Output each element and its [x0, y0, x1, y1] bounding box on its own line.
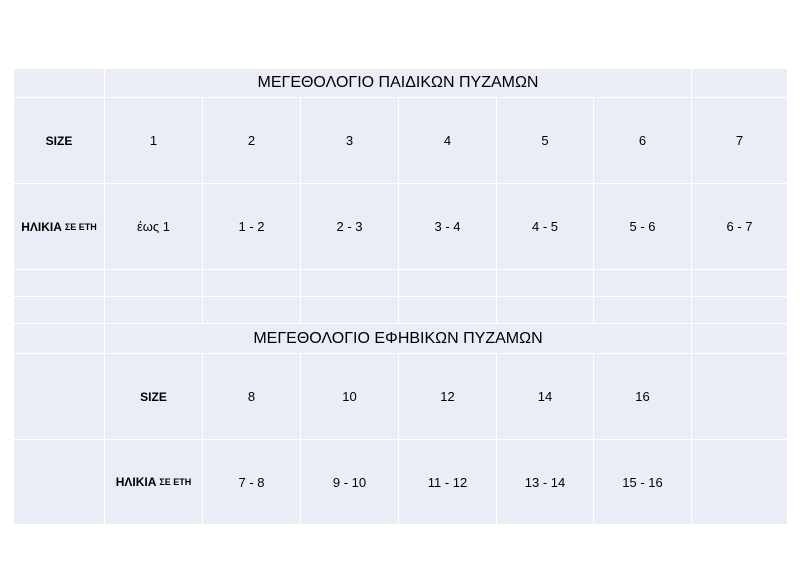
- empty-cell: [14, 270, 105, 297]
- empty-cell: [14, 324, 105, 354]
- children-size-cell: 3: [301, 98, 399, 184]
- teens-size-cell: 14: [497, 354, 594, 440]
- teens-age-cell: 9 - 10: [301, 440, 399, 525]
- empty-cell: [14, 354, 105, 440]
- empty-cell: [399, 297, 497, 324]
- children-chart-title: ΜΕΓΕΘΟΛΟΓΙΟ ΠΑΙΔΙΚΩΝ ΠΥΖΑΜΩΝ: [105, 69, 692, 98]
- empty-cell: [203, 270, 301, 297]
- empty-cell: [105, 297, 203, 324]
- teens-age-cell: 15 - 16: [594, 440, 692, 525]
- empty-cell: [301, 270, 399, 297]
- children-size-label: SIZE: [14, 98, 105, 184]
- empty-cell: [594, 270, 692, 297]
- teens-size-cell: 16: [594, 354, 692, 440]
- empty-cell: [399, 270, 497, 297]
- children-age-label: [14, 184, 105, 270]
- children-size-cell: 1: [105, 98, 203, 184]
- children-size-cell: 7: [692, 98, 788, 184]
- empty-cell: [105, 270, 203, 297]
- empty-cell: [692, 270, 788, 297]
- teens-chart-title: ΜΕΓΕΘΟΛΟΓΙΟ ΕΦΗΒΙΚΩΝ ΠΥΖΑΜΩΝ: [105, 324, 692, 354]
- empty-cell: [692, 324, 788, 354]
- age-label-unit: ΣΕ ΕΤΗ: [64, 221, 97, 232]
- teens-size-cell: 10: [301, 354, 399, 440]
- children-age-cell: 1 - 2: [203, 184, 301, 270]
- teens-age-cell: 11 - 12: [399, 440, 497, 525]
- empty-cell: [301, 297, 399, 324]
- empty-cell: [497, 297, 594, 324]
- size-chart-table: [14, 69, 788, 525]
- teens-age-cell: 13 - 14: [497, 440, 594, 525]
- teens-age-label: [105, 440, 203, 525]
- teens-age-cell: 7 - 8: [203, 440, 301, 525]
- empty-cell: [594, 297, 692, 324]
- empty-cell: [14, 440, 105, 525]
- age-label-main: ΗΛΙΚΙΑ: [115, 475, 157, 489]
- teens-size-label: SIZE: [105, 354, 203, 440]
- age-label-main: ΗΛΙΚΙΑ: [21, 219, 62, 234]
- empty-cell: [692, 354, 788, 440]
- children-size-cell: 2: [203, 98, 301, 184]
- empty-cell: [497, 270, 594, 297]
- children-age-cell: 6 - 7: [692, 184, 788, 270]
- children-age-cell: 4 - 5: [497, 184, 594, 270]
- empty-cell: [692, 440, 788, 525]
- children-size-cell: 5: [497, 98, 594, 184]
- empty-cell: [203, 297, 301, 324]
- children-age-cell: 2 - 3: [301, 184, 399, 270]
- children-age-cell: έως 1: [105, 184, 203, 270]
- empty-cell: [692, 69, 788, 98]
- empty-cell: [14, 297, 105, 324]
- teens-size-cell: 12: [399, 354, 497, 440]
- age-label-unit: ΣΕ ΕΤΗ: [159, 477, 192, 487]
- children-age-cell: 5 - 6: [594, 184, 692, 270]
- children-size-cell: 6: [594, 98, 692, 184]
- children-size-cell: 4: [399, 98, 497, 184]
- teens-size-cell: 8: [203, 354, 301, 440]
- empty-cell: [14, 69, 105, 98]
- empty-cell: [692, 297, 788, 324]
- children-age-cell: 3 - 4: [399, 184, 497, 270]
